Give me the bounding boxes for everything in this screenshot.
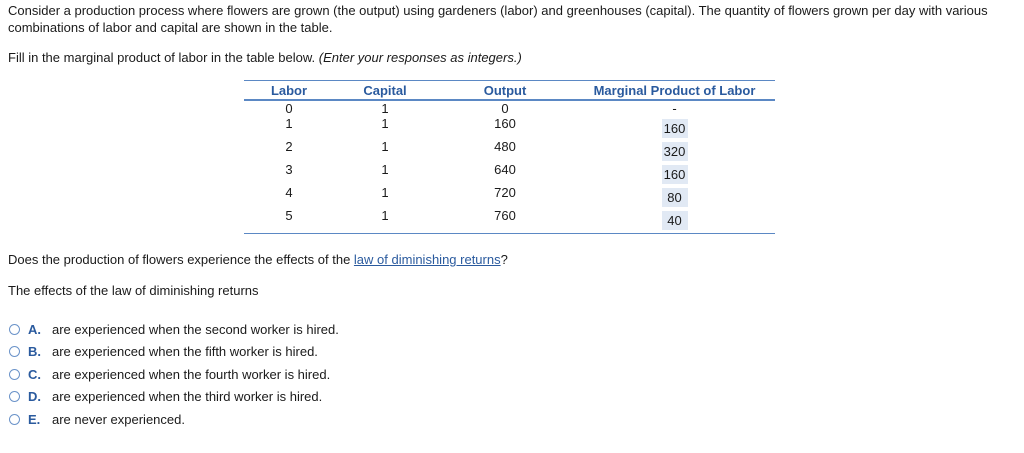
radio-button-icon[interactable] bbox=[9, 391, 20, 402]
mpl-answer-input[interactable]: 160 bbox=[662, 119, 688, 138]
mpl-cell bbox=[574, 116, 775, 139]
instruction-hint: (Enter your responses as integers.) bbox=[318, 50, 522, 65]
choice-text: are experienced when the fourth worker is hired. bbox=[52, 366, 331, 382]
choice-text: are experienced when the second worker is hired. bbox=[52, 321, 339, 337]
choice-letter: E. bbox=[28, 411, 41, 427]
capital-cell: 1 bbox=[381, 101, 389, 116]
instruction bbox=[8, 49, 522, 66]
capital-cell: 1 bbox=[334, 208, 436, 234]
table-row bbox=[244, 185, 775, 208]
table-row bbox=[244, 139, 775, 162]
mpl-answer-input[interactable]: 40 bbox=[662, 211, 688, 230]
mpl-cell bbox=[574, 139, 775, 162]
choice-text: are experienced when the third worker is hired. bbox=[52, 389, 323, 405]
table-row bbox=[244, 116, 775, 139]
mpl-cell bbox=[574, 162, 775, 185]
radio-button-icon[interactable] bbox=[9, 414, 20, 425]
table-header-row bbox=[244, 81, 775, 101]
production-table bbox=[244, 80, 775, 234]
mpl-cell bbox=[574, 208, 775, 234]
table-row bbox=[244, 100, 775, 116]
choice-b[interactable] bbox=[9, 341, 339, 364]
output-cell: 760 bbox=[436, 208, 574, 234]
question-text-after: ? bbox=[500, 252, 508, 267]
radio-button-icon[interactable] bbox=[9, 324, 20, 335]
capital-cell: 1 bbox=[381, 139, 389, 154]
labor-cell: 3 bbox=[285, 162, 293, 177]
choice-a[interactable] bbox=[9, 318, 339, 341]
problem-intro: Consider a production process where flowers are grown (the output) using gardeners (labor) and greenhouses (capital). The quantity of flowers grown per day with various combinations of labor and capital are shown in the table. bbox=[8, 3, 988, 35]
header-marginal-product: Marginal Product of Labor bbox=[574, 81, 775, 101]
radio-button-icon[interactable] bbox=[9, 346, 20, 357]
labor-cell: 2 bbox=[285, 139, 293, 154]
choice-text: are never experienced. bbox=[52, 411, 185, 427]
choice-letter: C. bbox=[28, 366, 41, 382]
choice-e[interactable] bbox=[9, 408, 339, 431]
choice-letter: D. bbox=[28, 389, 41, 405]
output-cell: 640 bbox=[494, 162, 516, 177]
output-cell: 160 bbox=[494, 116, 516, 131]
mpl-answer-input[interactable]: 160 bbox=[662, 165, 688, 184]
labor-cell: 0 bbox=[285, 101, 293, 116]
question bbox=[8, 251, 508, 268]
instruction-text: Fill in the marginal product of labor in the table below. bbox=[8, 50, 316, 65]
table-row bbox=[244, 162, 775, 185]
capital-cell: 1 bbox=[381, 116, 389, 131]
output-cell: 720 bbox=[494, 185, 516, 200]
question-stem: The effects of the law of diminishing returns bbox=[8, 283, 259, 298]
labor-cell: 1 bbox=[285, 116, 293, 131]
header-output: Output bbox=[436, 81, 574, 101]
header-capital: Capital bbox=[334, 81, 436, 101]
header-labor: Labor bbox=[244, 81, 334, 101]
output-cell: 0 bbox=[501, 101, 509, 116]
choice-c[interactable] bbox=[9, 363, 339, 386]
choice-letter: B. bbox=[28, 344, 41, 360]
choice-d[interactable] bbox=[9, 386, 339, 409]
table-row bbox=[244, 208, 775, 234]
mpl-cell bbox=[574, 185, 775, 208]
capital-cell: 1 bbox=[381, 162, 389, 177]
labor-cell: 4 bbox=[285, 185, 293, 200]
output-cell: 480 bbox=[494, 139, 516, 154]
mpl-answer-input[interactable]: 80 bbox=[662, 188, 688, 207]
answer-choices bbox=[9, 318, 339, 431]
labor-cell: 5 bbox=[244, 208, 334, 234]
capital-cell: 1 bbox=[381, 185, 389, 200]
radio-button-icon[interactable] bbox=[9, 369, 20, 380]
mpl-answer-input[interactable]: 320 bbox=[662, 142, 688, 161]
question-text-before: Does the production of flowers experience the effects of the bbox=[8, 252, 354, 267]
choice-text: are experienced when the fifth worker is hired. bbox=[52, 344, 318, 360]
mpl-cell: - bbox=[672, 101, 677, 116]
choice-letter: A. bbox=[28, 321, 41, 337]
diminishing-returns-link[interactable]: law of diminishing returns bbox=[353, 252, 501, 267]
